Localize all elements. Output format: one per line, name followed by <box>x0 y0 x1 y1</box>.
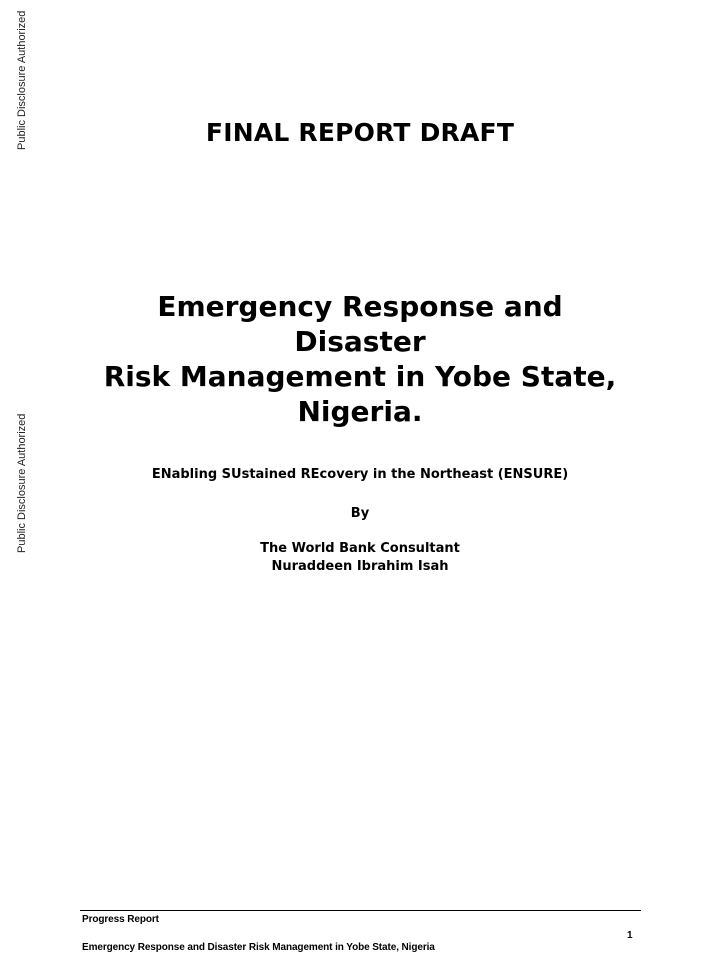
disclosure-stamp-text: Public Disclosure Authorized <box>16 413 28 553</box>
document-title <box>90 289 630 429</box>
page-number: 1 <box>627 930 633 941</box>
author-name: Nuraddeen Ibrahim Isah <box>271 559 449 574</box>
project-subtitle: ENabling SUstained REcovery in the Northeast (ENSURE) <box>151 467 569 482</box>
footer-document-title: Emergency Response and Disaster Risk Management in Yobe State, Nigeria <box>82 942 435 953</box>
by-line: By <box>350 506 370 521</box>
footer-divider <box>80 910 641 911</box>
report-status-heading: FINAL REPORT DRAFT <box>205 118 515 147</box>
title-line: Risk Management in Yobe State, <box>103 360 617 393</box>
title-line: Emergency Response and Disaster <box>157 290 563 358</box>
author-role: The World Bank Consultant <box>260 541 460 556</box>
title-line: Nigeria. <box>297 395 423 428</box>
disclosure-stamp-text: Public Disclosure Authorized <box>16 10 28 150</box>
footer-section-label: Progress Report <box>82 914 159 925</box>
